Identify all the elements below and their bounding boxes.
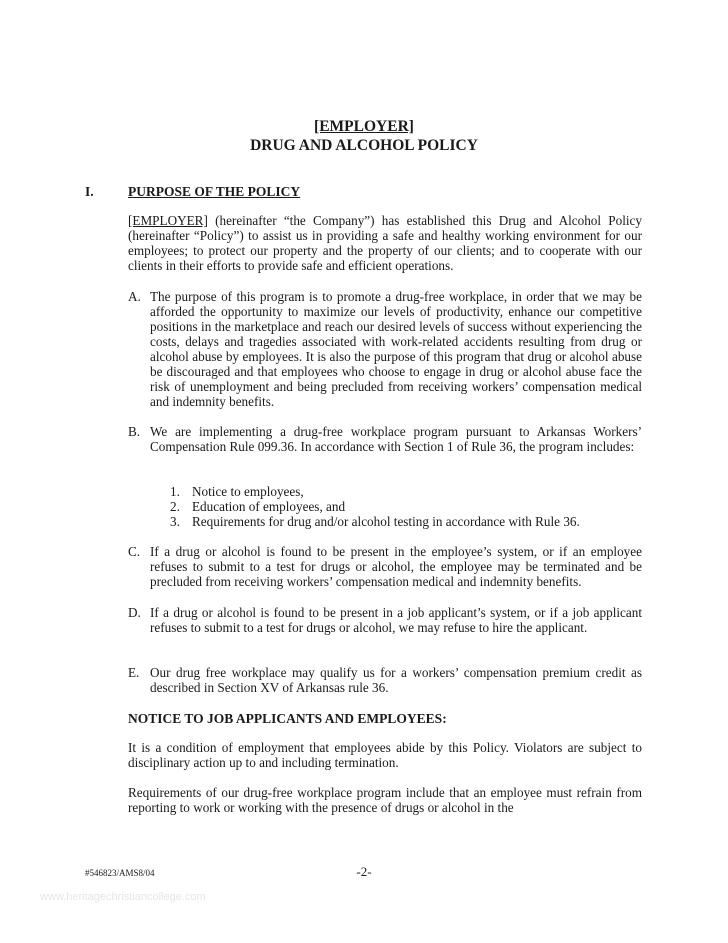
intro-paragraph <box>128 213 642 273</box>
item-letter: B. <box>128 424 141 439</box>
item-text: If a drug or alcohol is found to be present in a job applicant’s system, or if a job applicant refuses to submit to a test for drugs or alcohol, we may refuse to hire the applicant. <box>150 605 642 635</box>
item-text: We are implementing a drug-free workplace program pursuant to Arkansas Workers’ Compensation Rule 099.36. In accordance with Section 1 of Rule 36, the program includes: <box>150 424 642 454</box>
sub-item-text: Notice to employees, <box>192 484 304 499</box>
document-id: #546823/AMS8/04 <box>85 868 155 878</box>
notice-heading: NOTICE TO JOB APPLICANTS AND EMPLOYEES: <box>128 711 447 726</box>
sub-item-1 <box>170 484 304 499</box>
item-text: The purpose of this program is to promote a drug-free workplace, in order that we may be afforded the opportunity to maximize our levels of productivity, enhance our competitive positions in the marketplace and reach our desired levels of success without experiencing the costs, delays and tragedies associated with work-related accidents resulting from drug or alcohol abuse by employees. It is also the purpose of this program that drug or alcohol abuse be discouraged and that employees who choose to engage in drug or alcohol abuse face the risk of unemployment and being precluded from receiving workers’ compensation medical and indemnity benefits. <box>150 289 642 409</box>
notice-paragraph-1: It is a condition of employment that employees abide by this Policy. Violators are subject to disciplinary action up to and including termination. <box>128 740 642 770</box>
item-letter: A. <box>128 289 141 304</box>
item-letter: D. <box>128 605 141 620</box>
item-text: If a drug or alcohol is found to be present in the employee’s system, or if an employee refuses to submit to a test for drugs or alcohol, the employee may be terminated and be precluded from receiving workers’ compensation medical and indemnity benefits. <box>150 544 642 589</box>
policy-title: DRUG AND ALCOHOL POLICY <box>250 137 478 154</box>
section-number: I. <box>85 184 94 199</box>
employer-title: [EMPLOYER] <box>314 118 414 135</box>
page-number: -2- <box>356 864 372 879</box>
sub-item-number: 2. <box>170 499 180 514</box>
sub-item-3 <box>170 514 580 529</box>
sub-item-number: 3. <box>170 514 180 529</box>
intro-employer: [EMPLOYER] <box>128 213 208 228</box>
watermark: www.heritagechristiancollege.com <box>40 891 206 903</box>
intro-text: (hereinafter “the Company”) has established this Drug and Alcohol Policy (hereinafter “Policy”) to assist us in providing a safe and healthy working environment for our employees; to protect our property and the property of our clients; and to cooperate with our clients in their efforts to provide safe and efficient operations. <box>128 213 642 273</box>
sub-item-text: Education of employees, and <box>192 499 346 514</box>
sub-item-number: 1. <box>170 484 180 499</box>
item-letter: C. <box>128 544 141 559</box>
section-title: PURPOSE OF THE POLICY <box>128 184 301 199</box>
item-letter: E. <box>128 665 140 680</box>
item-text: Our drug free workplace may qualify us for a workers’ compensation premium credit as described in Section XV of Arkansas rule 36. <box>150 665 642 695</box>
notice-paragraph-2: Requirements of our drug-free workplace program include that an employee must refrain from reporting to work or working with the presence of drugs or alcohol in the <box>128 785 642 815</box>
sub-item-2 <box>170 499 345 514</box>
sub-item-text: Requirements for drug and/or alcohol testing in accordance with Rule 36. <box>192 514 580 529</box>
